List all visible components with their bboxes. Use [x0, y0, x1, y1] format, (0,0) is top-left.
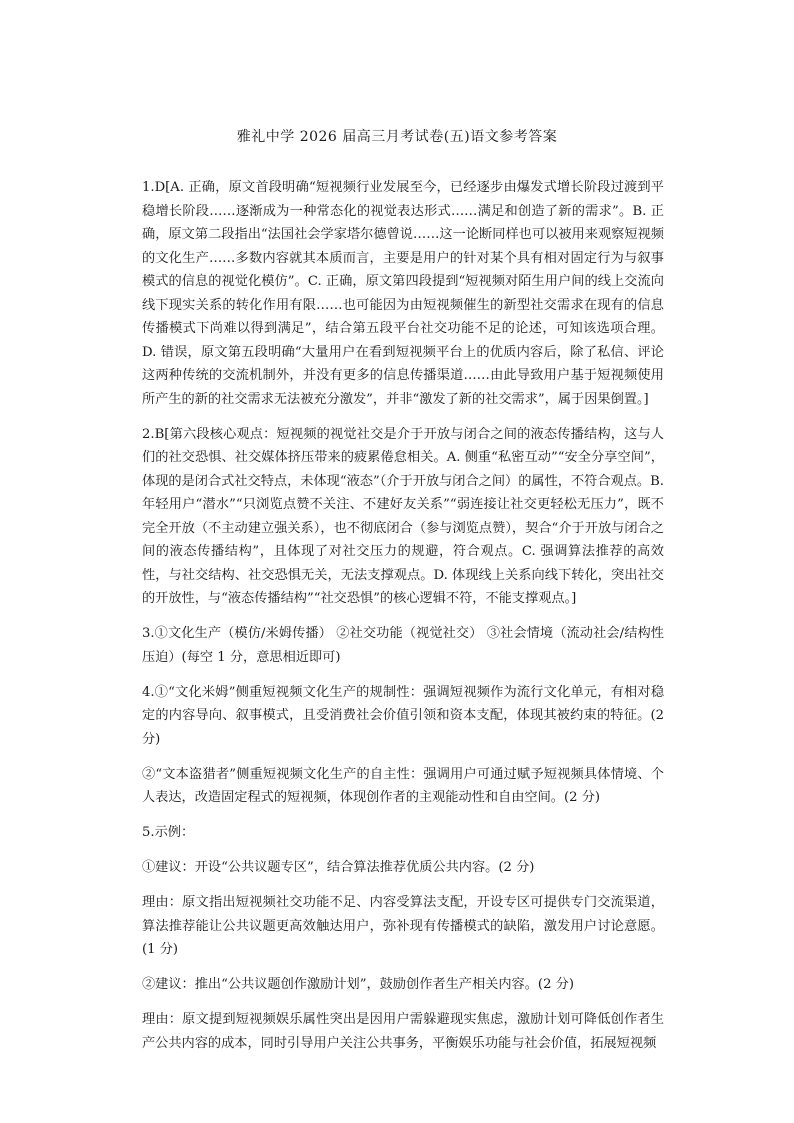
- page-title: 雅礼中学 2026 届高三月考试卷(五)语文参考答案: [236, 129, 558, 145]
- answer-body: [142, 176, 664, 1067]
- answer-1: 1.D[A. 正确，原文首段明确“短视频行业发展至今，已经逐步由爆发式增长阶段过渡到平稳增长阶段……逐渐成为一种常态化的视觉表达形式……满足和创造了新的需求”。B. 正确，原文第二段指出“法国社会学家塔尔德曾说……这一论断同样也可以被用来观察短视频的文化生产……多数内容就其本质而言，主要是用户的针对某个具有相对固定行为与叙事模式的信息的视觉化模仿”。C. 正确，原文第四段提到“短视频对陌生用户间的线上交流向线下现实关系的转化作用有限……也可能因为由短视频催生的新型社交需求在现有的信息传播模式下尚难以得到满足”，结合第五段平台社交功能不足的论述，可知该选项合理。D. 错误，原文第五段明确“大量用户在看到短视频平台上的优质内容后，除了私信、评论这两种传统的交流机制外，并没有更多的信息传播渠道……由此导致用户基于短视频使用所产生的新的社交需求无法被充分激发”，并非“激发了新的社交需求”，属于因果倒置。]: [142, 180, 664, 407]
- answer-5-reason-1: 理由：原文指出短视频社交功能不足、内容受算法支配，开设专区可提供专门交流渠道，算法推荐能让公共议题更高效触达用户，弥补现有传播模式的缺陷，激发用户讨论意愿。(1 分): [142, 895, 664, 957]
- answer-5-suggestion-1: ①建议：开设“公共议题专区”，结合算法推荐优质公共内容。(2 分): [142, 860, 535, 875]
- answer-4-part-2: ②“文本盗猎者”侧重短视频文化生产的自主性：强调用户可通过赋予短视频具体情境、个人表达，改造固定程式的短视频，体现创作者的主观能动性和自由空间。(2 分): [142, 766, 664, 805]
- answer-2: 2.B[第六段核心观点：短视频的视觉社交是介于开放与闭合之间的液态传播结构，这与人们的社交恐惧、社交媒体挤压带来的疲累倦怠相关。A. 侧重“私密互动”“安全分享空间”，体现的是闭合式社交特点，未体现“液态”（介于开放与闭合之间）的属性，不符合观点。B. 年轻用户“潜水”“只浏览点赞不关注、不建好友关系”“弱连接让社交更轻松无压力”，既不完全开放（不主动建立强关系），也不彻底闭合（参与浏览点赞），契合“介于开放与闭合之间的液态传播结构”，且体现了对社交压力的规避，符合观点。C. 强调算法推荐的高效性，与社交结构、社交恐惧无关，无法支撑观点。D. 体现线上关系向线下转化，突出社交的开放性，与“液态传播结构”“社交恐惧”的核心逻辑不符，不能支撑观点。]: [142, 426, 664, 606]
- answer-5-heading: 5.示例：: [142, 825, 195, 840]
- answer-5-suggestion-2: ②建议：推出“公共议题创作激励计划”，鼓励创作者生产相关内容。(2 分): [142, 977, 574, 992]
- answer-3: 3.①文化生产（模仿/米姆传播） ②社交功能（视觉社交） ③社会情境（流动社会/结构性压迫）(每空 1 分，意思相近即可): [142, 626, 664, 665]
- answer-4-part-1: 4.①“文化米姆”侧重短视频文化生产的规制性：强调短视频作为流行文化单元，有相对稳定的内容导向、叙事模式，且受消费社会价值引领和资本支配，体现其被约束的特征。(2 分): [142, 684, 665, 747]
- answer-5-reason-2: 理由：原文提到短视频娱乐属性突出是因用户需躲避现实焦虑，激励计划可降低创作者生产公共内容的成本，同时引导用户关注公共事务，平衡娱乐功能与社会价值，拓展短视频: [142, 1012, 664, 1051]
